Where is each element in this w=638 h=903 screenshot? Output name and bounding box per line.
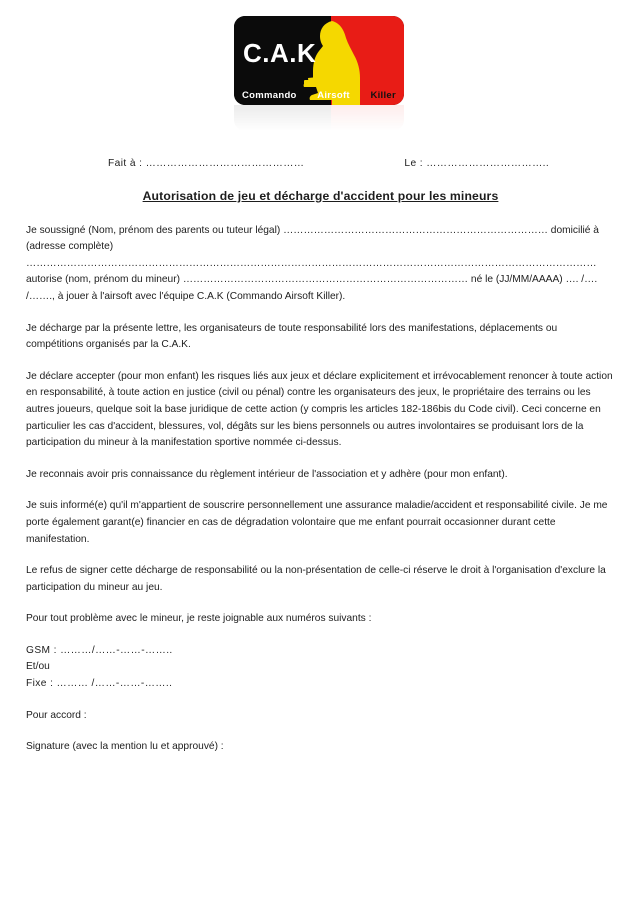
logo-word-commando: Commando — [242, 90, 297, 101]
paragraph-risk-acceptance: Je déclare accepter (pour mon enfant) les risques liés aux jeux et déclare explicitement et irrévocablement renoncer à toute action en responsabilité, à toute action en justice (civil ou pénal) contre les organisateurs des jeux, le propriétaire des terrains ou les autres joueurs, quelque soit la base juridique de cette action (y compris les articles 182-186bis du Code civil). Ceci concerne en particulier les cas d'accident, blessures, vol, dégâts sur les biens personnels ou autres involontaires se produisant lors de la participation du mineur à la manifestation sportive nommée ci-dessus. — [26, 370, 613, 449]
paragraph-declaration: Je soussigné (Nom, prénom des parents ou tuteur légal) …………………………………………………………………… domicilié à (adresse complète) …………………………………………………………………………………………………………………………………………………… autorise (nom, prénom du mineur) ………………………………………………………………………… né le (JJ/MM/AAAA) …. /…. /……., à jouer à l'airsoft avec l'équipe C.A.K (Commando Airsoft Killer). — [26, 224, 599, 302]
logo-reflection — [234, 105, 404, 131]
logo-reflection-red-panel — [331, 105, 404, 131]
paragraph-rules-acknowledgement: Je reconnais avoir pris connaissance du règlement intérieur de l'association et y adhère (pour mon enfant). — [26, 468, 508, 480]
signature-label[interactable]: Signature (avec la mention lu et approuvé) : — [26, 741, 224, 753]
logo-tagline — [234, 90, 404, 101]
logo-word-killer: Killer — [370, 90, 396, 101]
contact-fields — [26, 643, 615, 693]
gsm-field[interactable]: GSM : ………/……-……-…….. — [26, 644, 173, 656]
cak-logo — [0, 16, 638, 131]
fait-a-field[interactable]: Fait à : ……………………………………… — [108, 158, 305, 169]
logo-reflection-image — [234, 105, 404, 131]
fixe-field[interactable]: Fixe : ……… /……-……-…….. — [26, 678, 173, 690]
logo-reflection-black-panel — [234, 105, 331, 131]
le-date-field[interactable]: Le : …………………………….. — [404, 158, 550, 169]
logo-cak-text: C.A.K — [243, 38, 317, 68]
et-ou-label: Et/ou — [26, 661, 50, 673]
document-body — [26, 156, 615, 771]
paragraph-refusal: Le refus de signer cette décharge de responsabilité ou la non-présentation de celle-ci réserve le droit à l'organisation d'exclure la participation du mineur au jeu. — [26, 565, 606, 593]
logo-word-airsoft: Airsoft — [317, 90, 350, 101]
paragraph-insurance: Je suis informé(e) qu'il m'appartient de souscrire personnellement une assurance maladie/accident et responsabilité civile. Je me porte également garant(e) financier en cas de dégradation volontaire que me enfant pourrait occasionner durant cette manifestation. — [26, 500, 608, 545]
logo-badge — [234, 16, 404, 105]
pour-accord-label: Pour accord : — [26, 709, 87, 721]
paragraph-contact-intro: Pour tout problème avec le mineur, je reste joignable aux numéros suivants : — [26, 613, 372, 625]
place-date-line — [26, 156, 615, 174]
page-title: Autorisation de jeu et décharge d'accident pour les mineurs — [142, 189, 499, 203]
paragraph-discharge: Je décharge par la présente lettre, les organisateurs de toute responsabilité lors des manifestations, déplacements ou compétitions organisés par la C.A.K. — [26, 322, 558, 351]
